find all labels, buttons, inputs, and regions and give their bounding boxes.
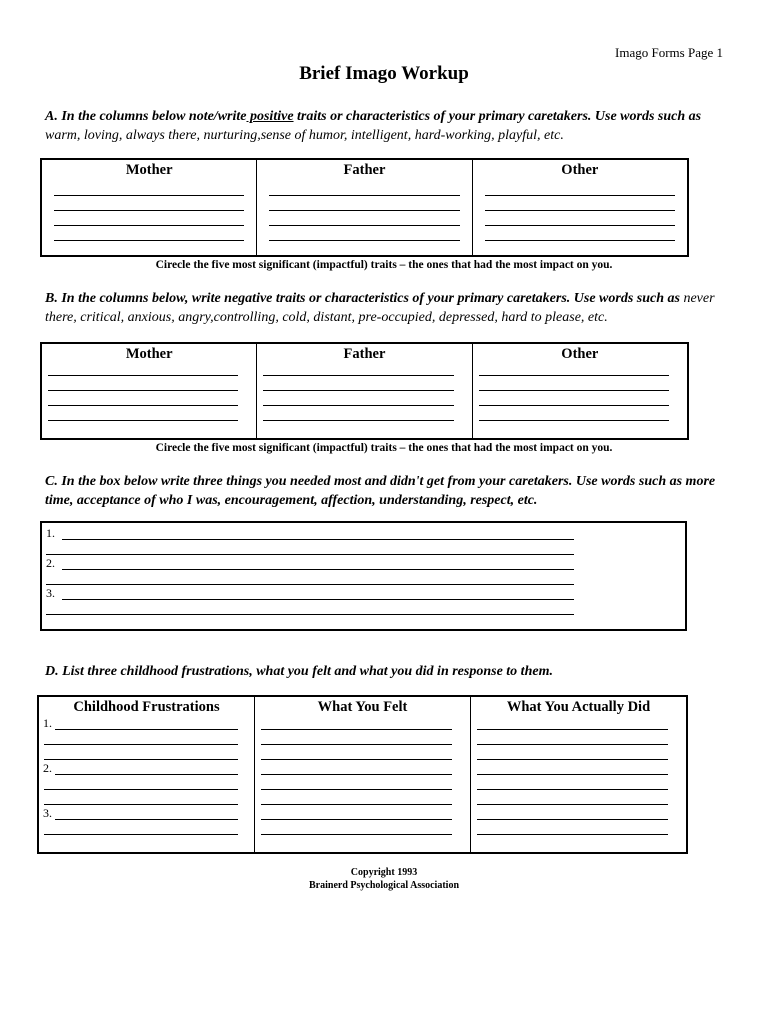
write-line[interactable] [485,210,675,211]
write-line[interactable] [269,240,459,241]
write-line[interactable] [479,420,669,421]
write-line[interactable] [46,584,574,585]
write-line[interactable] [479,375,669,376]
write-line[interactable] [477,729,668,730]
column-header: Father [343,346,386,362]
item-number: 1. [46,526,55,540]
frustrations-table [37,695,688,854]
write-line[interactable] [62,539,574,540]
copyright [0,866,768,892]
column-mother [42,160,257,255]
section-a-instructions: A. In the columns below note/write positive traits or characteristics of your primary caretakers. Use words such as warm, loving, always there, nurturing,sense of humor, intelligent, hard-working, playful, etc. [45,109,702,143]
write-line[interactable] [263,375,453,376]
write-line[interactable] [55,819,238,820]
write-line[interactable] [48,420,238,421]
write-line[interactable] [261,834,452,835]
write-line[interactable] [44,759,238,760]
write-line[interactable] [261,774,452,775]
section-a-note: Cirecle the five most significant (impactful) traits – the ones that had the most impact on you. [155,259,613,271]
column-what-you-actually-did [471,697,686,852]
column-header: What You Actually Did [506,699,651,715]
write-line[interactable] [62,599,574,600]
item-number: 1. [43,716,52,730]
column-father [257,344,472,438]
column-childhood-frustrations [39,697,255,852]
item-number: 3. [46,586,55,600]
write-line[interactable] [62,569,574,570]
write-line[interactable] [477,804,668,805]
write-line[interactable] [54,210,244,211]
column-header: What You Felt [317,699,408,715]
write-line[interactable] [261,729,452,730]
copyright-year: Copyright 1993 [350,867,418,878]
negative-traits-table [40,342,689,440]
column-mother [42,344,257,438]
item-number: 2. [46,556,55,570]
write-line[interactable] [46,554,574,555]
write-line[interactable] [261,804,452,805]
write-line[interactable] [485,195,675,196]
column-header: Mother [125,346,173,362]
write-line[interactable] [269,195,459,196]
write-line[interactable] [54,225,244,226]
write-line[interactable] [477,819,668,820]
section-d-instructions: D. List three childhood frustrations, what you felt and what you did in response to them. [45,664,553,679]
write-line[interactable] [479,405,669,406]
section-b-note: Cirecle the five most significant (impactful) traits – the ones that had the most impact on you. [155,442,613,454]
section-b-instructions: B. In the columns below, write negative traits or characteristics of your primary caretakers. Use words such as never there, critical, anxious, angry,controlling, cold, distant, pre-occupied, depressed, hard to please, etc. [45,291,715,325]
column-header: Other [561,346,599,362]
write-line[interactable] [263,420,453,421]
write-line[interactable] [479,390,669,391]
write-line[interactable] [263,390,453,391]
write-line[interactable] [55,774,238,775]
column-header: Father [343,162,386,178]
write-line[interactable] [48,390,238,391]
item-number: 3. [43,806,52,820]
write-line[interactable] [477,834,668,835]
write-line[interactable] [44,804,238,805]
write-line[interactable] [269,225,459,226]
positive-traits-table [40,158,689,257]
column-header: Childhood Frustrations [73,699,220,715]
write-line[interactable] [261,819,452,820]
column-father [257,160,472,255]
item-number: 2. [43,761,52,775]
write-line[interactable] [269,210,459,211]
write-line[interactable] [55,729,238,730]
write-line[interactable] [44,834,238,835]
write-line[interactable] [261,759,452,760]
section-c-instructions: C. In the box below write three things you needed most and didn't get from your caretakers. Use words such as more time, acceptance of who I was, encouragement, affection, understanding, respect, etc. [45,474,716,508]
write-line[interactable] [485,225,675,226]
write-line[interactable] [48,375,238,376]
write-line[interactable] [263,405,453,406]
page-title: Brief Imago Workup [299,63,469,84]
column-header: Other [561,162,599,178]
column-what-you-felt [255,697,471,852]
write-line[interactable] [477,744,668,745]
unmet-needs-box [40,521,687,631]
copyright-holder: Brainerd Psychological Association [309,880,459,891]
write-line[interactable] [261,789,452,790]
column-header: Mother [125,162,173,178]
write-line[interactable] [485,240,675,241]
write-line[interactable] [477,789,668,790]
column-other [473,160,687,255]
write-line[interactable] [477,774,668,775]
write-line[interactable] [46,614,574,615]
write-line[interactable] [44,744,238,745]
write-line[interactable] [54,240,244,241]
write-line[interactable] [44,789,238,790]
page-label: Imago Forms Page 1 [615,45,723,60]
write-line[interactable] [477,759,668,760]
write-line[interactable] [54,195,244,196]
column-other [473,344,687,438]
write-line[interactable] [261,744,452,745]
write-line[interactable] [48,405,238,406]
